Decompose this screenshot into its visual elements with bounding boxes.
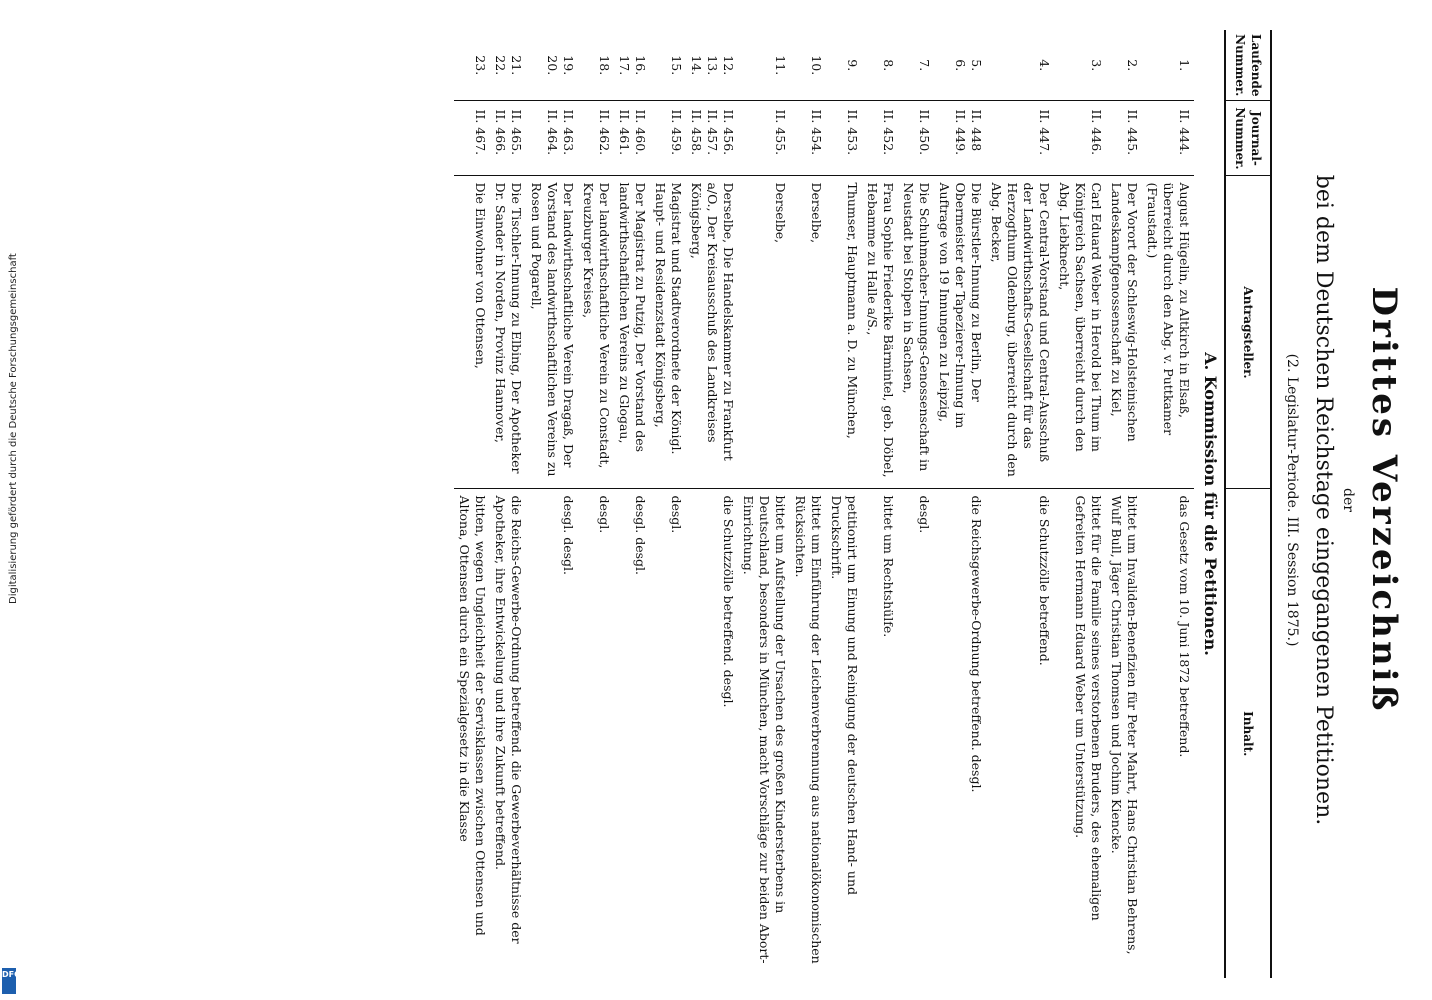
row-journal-nummer: II. 448 II. 449. [934,101,986,176]
row-inhalt: desgl. [597,495,612,534]
row-antragsteller: Frau Sophie Friederike Bärmintel, geb. Döbel, Hebamme zu Halle a/S., [862,176,898,489]
row-laufende-nummer: 12. 13. 14. [686,30,738,101]
col-journal-nummer: Journal-Nummer. [1225,101,1271,176]
row-antragsteller: Derselbe, [738,176,790,489]
row-journal-nummer: II. 452. [862,101,898,176]
row-antragsteller: August Hügelin, zu Altkirch in Elsaß, überreicht durch den Abg. v. Puttkamer (Fraustadt.) [1142,176,1194,489]
row-laufende-nummer: 5. 6. [934,30,986,101]
table-row [826,30,862,978]
row-laufende-nummer: 7. [898,30,934,101]
row-laufende-nummer: 10. [790,30,826,101]
table-row [578,30,614,978]
row-journal-nummer: II. 454. [790,101,826,176]
row-laufende-nummer: 1. [1142,30,1194,101]
row-inhalt: bittet um Einführung der Leichenverbrennung aus nationalökonomischen Rücksichten. [793,495,824,964]
row-journal-nummer: II. 456. II. 457. II. 458. [686,101,738,176]
row-journal-nummer: II. 450. [898,101,934,176]
row-journal-nummer: II. 446. [1054,101,1106,176]
row-inhalt: die Schutzzölle betreffend. [1037,495,1052,666]
row-antragsteller: Die Bürstler-Innung zu Berlin, Der Obermeister der Tapezierer-Innung im Auftrage von 19 Innungen zu Leipzig, [934,176,986,489]
row-journal-nummer: II. 447. [986,101,1054,176]
legislature-period: (2. Legislatur-Periode. III. Session 1875.) [1284,353,1300,647]
row-journal-nummer: II. 462. [578,101,614,176]
row-laufende-nummer: 11. [738,30,790,101]
row-journal-nummer: II. 445. [1106,101,1142,176]
row-inhalt: desgl. [669,495,684,534]
row-inhalt: desgl. desgl. [633,495,648,576]
petitions-table [454,30,1272,978]
row-journal-nummer: II. 444. [1142,101,1194,176]
row-laufende-nummer: 4. [986,30,1054,101]
row-antragsteller: Die Schuhmacher-Innungs-Genossenschaft in Neustadt bei Stolpen in Sachsen, [898,176,934,489]
row-laufende-nummer: 3. [1054,30,1106,101]
row-laufende-nummer: 8. [862,30,898,101]
row-journal-nummer: II. 460. II. 461. [614,101,650,176]
row-antragsteller: Der Magistrat zu Putzig, Der Vorstand des landwirthschaftlichen Vereins zu Glogau, [614,176,650,489]
table-row [986,30,1054,978]
row-antragsteller: Magistrat und Stadtverordnete der Königl. Haupt- und Residenzstadt Königsberg, [650,176,686,489]
table-row [1054,30,1106,978]
row-inhalt: bittet um Aufstellung der Ursachen des großen Kindersterbens in Deutschland, besonders in München, macht Vorschläge zur beiden Abort-Einrichtung. [741,495,788,964]
table-row [738,30,790,978]
section-row [1194,30,1225,978]
row-inhalt: bittet für die Familie seines verstorbenen Bruders, des ehemaligen Gefreiten Hermann Eduard Weber um Unterstützung. [1073,495,1104,921]
row-inhalt: die Schutzzölle betreffend. desgl. [721,495,736,708]
row-laufende-nummer: 9. [826,30,862,101]
row-inhalt: die Reichsgewerbe-Ordnung betreffend. desgl. [969,495,984,793]
row-journal-nummer: II. 463. II. 464. [526,101,578,176]
table-row [650,30,686,978]
row-antragsteller: Die Tischler-Innung zu Elbing, Der Apotheker Dr. Sander in Norden, Provinz Hannover, [490,176,526,489]
row-laufende-nummer: 23. [454,30,490,101]
row-inhalt: petitionirt um Einung und Reinigung der deutschen Hand- und Druckschrift. [829,495,860,896]
row-inhalt: bittet um Rechtshülfe. [881,495,896,638]
row-laufende-nummer: 18. [578,30,614,101]
table-row [1142,30,1194,978]
col-laufende-nummer: Laufende Nummer. [1225,30,1271,101]
table-row [862,30,898,978]
row-inhalt: die Reichs-Gewerbe-Ordnung betreffend. die Gewerbeverhältnisse der Apotheker, ihre Entwickelung und ihre Zukunft betreffend. [493,495,524,944]
row-laufende-nummer: 2. [1106,30,1142,101]
table-row [686,30,738,978]
row-antragsteller: Thumser, Hauptmann a. D. zu München, [826,176,862,489]
row-laufende-nummer: 19. 20. [526,30,578,101]
col-inhalt: Inhalt. [1225,489,1271,978]
row-antragsteller: Derselbe, [790,176,826,489]
row-inhalt: desgl. [917,495,932,534]
table-row [898,30,934,978]
table-row [526,30,578,978]
row-inhalt: das Gesetz vom 10. Juni 1872 betreffend. [1177,495,1192,758]
row-antragsteller: Der Vorort der Schleswig-Holsteinischen Landeskampfgenossenschaft zu Kiel, [1106,176,1142,489]
row-laufende-nummer: 21. 22. [490,30,526,101]
table-row [490,30,526,978]
row-antragsteller: Der landwirthschaftliche Verein zu Constadt, Kreuzburger Kreises, [578,176,614,489]
page-title: Drittes Verzeichniß [1364,286,1404,714]
row-antragsteller: Carl Eduard Weber in Herold bei Thum im Königreich Sachsen, überreicht durch den Abg. Liebknecht, [1054,176,1106,489]
col-antragsteller: Antragsteller. [1225,176,1271,489]
row-laufende-nummer: 16. 17. [614,30,650,101]
table-row [790,30,826,978]
page-subtitle: bei dem Deutschen Reichstage eingegangenen Petitionen. [1311,174,1336,826]
row-inhalt: desgl. desgl. [561,495,576,576]
digitization-note: Digitalisierung gefördert durch die Deutsche Forschungsgemeinschaft [8,253,19,604]
dfg-logo: DFG [2,968,16,994]
table-row [1106,30,1142,978]
row-journal-nummer: II. 453. [826,101,862,176]
table-row [454,30,490,978]
row-antragsteller: Die Einwohner von Ottensen, [454,176,490,489]
row-journal-nummer: II. 455. [738,101,790,176]
table-row [614,30,650,978]
row-inhalt: bittet um Invaliden-Benefizien für Peter Mahrt, Hans Christian Behrens, Wulf Bull, Jäger Christian Thomsen und Jochim Kiencke. [1109,495,1140,955]
title-der: der [1340,488,1356,512]
section-heading: A. Kommission für die Petitionen. [1201,352,1220,656]
row-antragsteller: Der Central-Vorstand und Central-Ausschuß der Landwirthschafts-Gesellschaft für das Herzogthum Oldenburg, überreicht durch den Abg. Becker, [986,176,1054,489]
row-journal-nummer: II. 467. [454,101,490,176]
row-antragsteller: Der landwirthschaftliche Verein Dragaß, Der Vorstand des landwirthschaftlichen Vereins zu Rosen und Pogarell, [526,176,578,489]
petitions-table-wrap [454,30,1272,978]
row-journal-nummer: II. 459. [650,101,686,176]
row-inhalt: bitten, wegen Ungleichheit der Servisklassen zwischen Ottensen und Altona, Ottensen durch ein Spezialgesetz in die Klasse [457,495,488,936]
row-journal-nummer: II. 465. II. 466. [490,101,526,176]
row-antragsteller: Derselbe, Die Handelskammer zu Frankfurt a/O., Der Kreisausschuß des Landkreises Königsberg, [686,176,738,489]
table-row [934,30,986,978]
row-laufende-nummer: 15. [650,30,686,101]
table-header-row [1225,30,1271,978]
